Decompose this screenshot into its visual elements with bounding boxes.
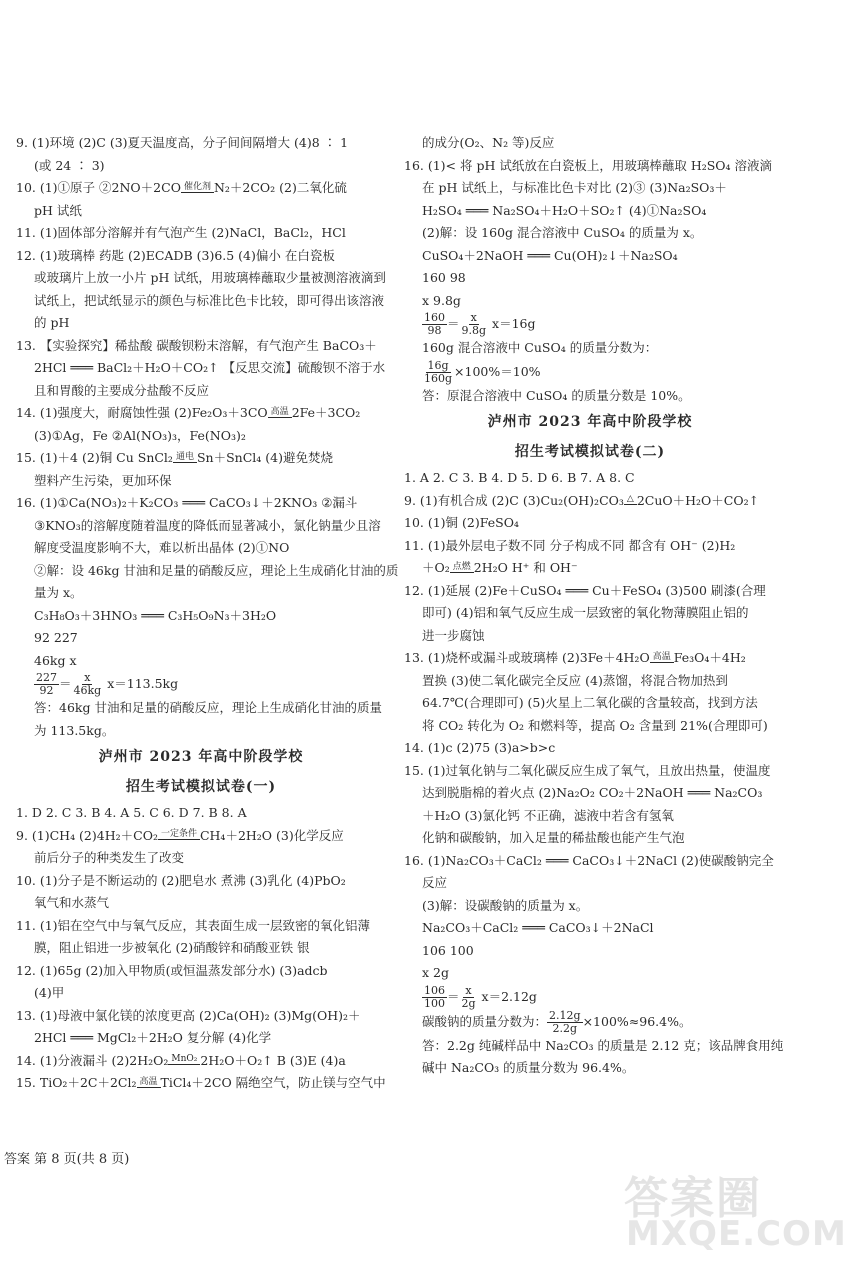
answer-line	[404, 177, 776, 200]
fraction	[460, 312, 489, 337]
answer-line	[404, 737, 776, 760]
left-column	[16, 132, 399, 1095]
answer-line	[16, 515, 386, 538]
line-text: 化钠和碳酸钠，加入足量的稀盐酸也能产生气泡	[422, 830, 685, 845]
answer-line	[16, 870, 386, 893]
line-text: 15. TiO₂＋2C＋2Cl₂	[16, 1075, 137, 1090]
line-text-continued: 2H₂O＋O₂↑ B (3)E (4)a	[200, 1052, 346, 1068]
right-column	[404, 132, 784, 1080]
answer-line	[16, 672, 386, 697]
page-footer: 答案 第 8 页(共 8 页)	[4, 1152, 130, 1167]
answer-line	[16, 425, 386, 448]
line-text: 160 98	[422, 270, 466, 285]
answer-line	[404, 805, 776, 828]
watermark-logo	[612, 1156, 847, 1256]
answer-line	[16, 470, 386, 493]
line-text: (或 24 ∶ 3)	[34, 157, 105, 173]
answer-line	[16, 267, 386, 290]
line-text-continued: 2Fe＋3CO₂	[291, 405, 361, 420]
equation-sign	[650, 662, 674, 666]
answer-line	[16, 605, 386, 628]
line-text: 膜，阻止铝进一步被氧化 (2)硝酸锌和硝酸亚铁 银	[34, 940, 310, 955]
equals-sign: ＝	[447, 316, 460, 331]
condition-label: 高温	[270, 406, 289, 417]
answer-line	[404, 602, 776, 625]
answer-line	[404, 962, 776, 985]
line-text: 答：2.2g 纯碱样品中 Na₂CO₃ 的质量是 2.12 克；该品牌食用纯	[422, 1037, 784, 1053]
answer-line	[16, 892, 386, 915]
answer-line	[404, 580, 776, 603]
answer-line	[16, 290, 386, 313]
answer-line	[16, 357, 386, 380]
line-text-continued: x＝2.12g	[477, 988, 537, 1004]
answer-line	[404, 872, 776, 895]
answer-line	[16, 847, 386, 870]
reaction-condition	[181, 182, 214, 196]
line-text: (2)解：设 160g 混合溶液中 CuSO₄ 的质量为 x。	[422, 225, 703, 240]
line-text: 9. (1)环境 (2)C (3)夏天温度高，分子间间隔增大 (4)8 ∶ 1	[16, 135, 349, 150]
line-text: Na₂CO₃＋CaCl₂ ═══ CaCO₃↓＋2NaCl	[422, 920, 654, 935]
section-title: 招生考试模拟试卷(二)	[514, 444, 666, 460]
line-text: ＋O₂	[422, 560, 450, 575]
fraction-denominator: 92	[39, 684, 54, 697]
answer-line	[404, 850, 776, 873]
answer-line	[16, 915, 386, 938]
condition-label: MnO₂	[171, 1054, 198, 1064]
equation-sign	[168, 1064, 200, 1068]
line-text: 塑料产生污染，更加环保	[34, 472, 172, 488]
line-text: 16. (1)< 将 pH 试纸放在白瓷板上，用玻璃棒蘸取 H₂SO₄ 溶液滴	[404, 157, 773, 173]
reaction-condition	[650, 652, 674, 666]
line-text-continued: N₂＋2CO₂ (2)二氧化硫	[213, 180, 347, 195]
line-text: 2HCl ═══ BaCl₂＋H₂O＋CO₂↑ 【反思交流】硫酸钡不溶于水	[34, 360, 386, 375]
answer-line	[16, 802, 386, 825]
line-text: 即可) (4)铝和氧气反应生成一层致密的氧化物薄膜阻止铝的	[422, 605, 749, 620]
line-text: ②解：设 46kg 甘油和足量的硝酸反应，理论上生成硝化甘油的质	[34, 562, 399, 578]
answer-line	[16, 627, 386, 650]
line-text: 10. (1)分子是不断运动的 (2)肥皂水 煮沸 (3)乳化 (4)PbO₂	[16, 872, 346, 888]
answer-line	[404, 1010, 776, 1035]
answer-line	[404, 647, 776, 670]
line-text: 12. (1)65g (2)加入甲物质(或恒温蒸发部分水) (3)adcb	[16, 962, 328, 978]
line-text: CuSO₄＋2NaOH ═══ Cu(OH)₂↓＋Na₂SO₄	[422, 247, 678, 263]
line-text: 解度受温度影响不大，难以析出晶体 (2)①NO	[34, 540, 290, 555]
answer-line	[404, 782, 776, 805]
equation-sign	[450, 572, 474, 576]
answer-line	[16, 1050, 386, 1073]
section-title: 泸州市 2023 年高中阶段学校	[98, 749, 304, 765]
equation-sign	[158, 839, 200, 843]
line-text: 11. (1)最外层电子数不同 分子构成不同 都含有 OH⁻ (2)H₂	[404, 537, 736, 553]
answer-line	[404, 290, 776, 313]
line-text: 14. (1)强度大，耐腐蚀性强 (2)Fe₂O₃＋3CO	[16, 405, 268, 420]
condition-label: 催化剂	[183, 181, 211, 192]
answer-line	[404, 940, 776, 963]
line-text: 氧气和水蒸气	[34, 895, 110, 910]
answer-line	[16, 245, 386, 268]
reaction-condition	[268, 407, 292, 421]
fraction-denominator: 100	[424, 996, 445, 1010]
fraction-denominator: 98	[427, 324, 442, 337]
line-text: 反应	[422, 875, 448, 890]
answer-line	[404, 360, 776, 385]
line-text: 的成分(O₂、N₂ 等)反应	[422, 135, 555, 150]
reaction-condition	[450, 562, 474, 576]
equation-sign	[624, 504, 637, 508]
answer-line	[404, 337, 776, 360]
line-text: 14. (1)分液漏斗 (2)2H₂O₂	[16, 1052, 169, 1068]
answer-line	[16, 937, 386, 960]
answer-line	[16, 1005, 386, 1028]
line-text: 1. A 2. C 3. B 4. D 5. D 6. B 7. A 8. C	[404, 470, 635, 485]
line-text: 为 113.5kg。	[34, 722, 115, 738]
answer-line	[16, 177, 386, 200]
watermark-text: 答案圈	[624, 1173, 762, 1224]
answer-line	[404, 827, 776, 850]
fraction	[547, 1010, 583, 1035]
answer-line	[16, 697, 386, 720]
fraction	[72, 672, 104, 697]
line-text: C₃H₈O₃＋3HNO₃ ═══ C₃H₅O₉N₃＋3H₂O	[34, 607, 277, 623]
fraction	[460, 985, 478, 1010]
answer-line	[16, 380, 386, 403]
condition-label: 一定条件	[160, 829, 197, 839]
answer-line	[16, 1072, 386, 1095]
fraction	[422, 985, 447, 1010]
line-text: 9. (1)有机合成 (2)C (3)Cu₂(OH)₂CO₃	[404, 492, 624, 508]
answer-line	[16, 312, 386, 335]
answer-line	[404, 490, 776, 513]
answer-line	[404, 385, 776, 408]
fraction	[422, 312, 447, 337]
line-text: 1. D 2. C 3. B 4. A 5. C 6. D 7. B 8. A	[16, 805, 247, 820]
fraction-numerator: 160	[424, 311, 445, 324]
line-text: x 9.8g	[422, 292, 461, 308]
line-text-continued: ×100%＝10%	[454, 363, 541, 379]
line-text: 12. (1)延展 (2)Fe＋CuSO₄ ═══ Cu＋FeSO₄ (3)500 刷漆(合理	[404, 582, 766, 598]
answer-line	[404, 467, 776, 490]
fraction-numerator: 227	[36, 671, 57, 684]
answer-line	[404, 512, 776, 535]
equation-sign	[173, 462, 197, 466]
fraction	[34, 672, 59, 697]
answer-line	[404, 715, 776, 738]
line-text: 量为 x。	[34, 585, 83, 600]
line-text: 13. (1)母液中氯化镁的浓度更高 (2)Ca(OH)₂ (3)Mg(OH)₂＋	[16, 1007, 361, 1023]
line-text: 11. (1)铝在空气中与氧气反应，其表面生成一层致密的氧化铝薄	[16, 917, 371, 933]
line-text: 64.7℃(合理即可) (5)火星上二氧化碳的含量较高，找到方法	[422, 695, 758, 710]
section-title: 招生考试模拟试卷(一)	[125, 779, 277, 795]
fraction-denominator: 9.8g	[461, 324, 487, 337]
line-text: 15. (1)过氧化钠与二氧化碳反应生成了氧气，且放出热量，使温度	[404, 762, 771, 778]
watermark-url: MXQE.COM	[626, 1214, 847, 1254]
line-text-continued: ×100%≈96.4%。	[582, 1013, 692, 1029]
fraction-numerator: 106	[424, 983, 445, 997]
line-text: 2HCl ═══ MgCl₂＋2H₂O 复分解 (4)化学	[34, 1030, 272, 1045]
answer-line	[16, 537, 386, 560]
answer-line	[404, 1035, 784, 1058]
line-text: 160g 混合溶液中 CuSO₄ 的质量分数为：	[422, 340, 658, 355]
answer-line	[404, 760, 776, 783]
line-text-continued: Sn＋SnCl₄ (4)避免焚烧	[196, 450, 333, 465]
answer-line	[404, 1057, 776, 1080]
answer-line	[16, 222, 386, 245]
equation-sign	[268, 417, 292, 421]
line-text-continued: TiCl₄＋2CO 隔绝空气，防止镁与空气中	[160, 1075, 386, 1090]
line-text: 14. (1)c (2)75 (3)a>b>c	[404, 740, 556, 755]
line-text: 且和胃酸的主要成分盐酸不反应	[34, 382, 210, 398]
line-text: 置换 (3)使二氧化碳完全反应 (4)蒸馏，将混合物加热到	[422, 672, 728, 688]
line-text: H₂SO₄ ═══ Na₂SO₄＋H₂O＋SO₂↑ (4)①Na₂SO₄	[422, 202, 707, 218]
line-text: 10. (1)①原子 ②2NO＋2CO	[16, 180, 181, 195]
fraction-numerator: x	[465, 983, 472, 997]
answer-line	[16, 960, 386, 983]
answer-line	[404, 200, 776, 223]
answer-line	[404, 245, 776, 268]
answer-line	[16, 825, 386, 848]
answer-line	[404, 222, 776, 245]
answer-line	[16, 402, 386, 425]
line-text: 碱中 Na₂CO₃ 的质量分数为 96.4%。	[422, 1060, 635, 1075]
answer-line	[16, 335, 386, 358]
line-text: ③KNO₃的溶解度随着温度的降低而显著减小，氯化钠量少且溶	[34, 517, 381, 533]
line-text: 12. (1)玻璃棒 药匙 (2)ECADB (3)6.5 (4)偏小 在白瓷板	[16, 247, 335, 263]
line-text-continued: 2H₂O H⁺ 和 OH⁻	[473, 560, 578, 575]
answer-line	[404, 132, 776, 155]
answer-line	[16, 132, 386, 155]
equals-sign: ＝	[59, 676, 72, 691]
reaction-condition	[624, 494, 637, 508]
equation-sign	[181, 192, 214, 196]
line-text: (3)①Ag，Fe ②Al(NO₃)₃，Fe(NO₃)₂	[34, 427, 246, 443]
fraction-denominator: 2g	[461, 996, 476, 1010]
answer-line	[404, 312, 776, 337]
answer-line	[16, 200, 386, 223]
line-text: 15. (1)＋4 (2)铜 Cu SnCl₂	[16, 450, 173, 465]
reaction-condition	[168, 1054, 200, 1068]
fraction-denominator: 2.2g	[552, 1021, 578, 1035]
line-text-continued: Fe₃O₄＋4H₂	[673, 650, 746, 665]
condition-label: △	[626, 494, 634, 504]
section-title: 泸州市 2023 年高中阶段学校	[487, 414, 693, 430]
line-text: 的 pH	[34, 315, 70, 330]
line-text: 46kg x	[34, 652, 77, 668]
fraction-numerator: 2.12g	[549, 1008, 581, 1022]
condition-label: 高温	[139, 1076, 158, 1087]
condition-label: 点燃	[452, 561, 471, 572]
line-text: 进一步腐蚀	[422, 627, 485, 643]
answer-line	[16, 650, 386, 673]
line-text: 16. (1)①Ca(NO₃)₂＋K₂CO₃ ═══ CaCO₃↓＋2KNO₃ ②漏斗	[16, 495, 358, 510]
line-text-continued: x＝16g	[488, 316, 536, 331]
answer-line	[404, 985, 776, 1010]
answer-line	[16, 1027, 386, 1050]
line-text: pH 试纸	[34, 202, 82, 218]
answer-line	[16, 447, 386, 470]
answer-line	[16, 720, 386, 743]
answer-line	[16, 560, 399, 583]
answer-line	[404, 535, 776, 558]
line-text: 92 227	[34, 630, 78, 645]
answer-line	[16, 155, 386, 178]
answer-line	[16, 492, 386, 515]
line-text: 在 pH 试纸上，与标准比色卡对比 (2)③ (3)Na₂SO₃＋	[422, 180, 727, 195]
line-text: 答：原混合溶液中 CuSO₄ 的质量分数是 10%。	[422, 387, 691, 403]
answer-line	[16, 582, 386, 605]
fraction-denominator: 46kg	[73, 684, 102, 697]
answer-line	[404, 670, 776, 693]
answer-line	[404, 267, 776, 290]
reaction-condition	[137, 1077, 161, 1091]
line-text-continued: x＝113.5kg	[103, 676, 179, 691]
reaction-condition	[158, 829, 200, 843]
line-text: 10. (1)铜 (2)FeSO₄	[404, 515, 519, 530]
answer-line	[404, 155, 776, 178]
condition-label: 高温	[652, 651, 671, 662]
line-text: 答：46kg 甘油和足量的硝酸反应，理论上生成硝化甘油的质量	[34, 700, 382, 715]
line-text: ＋H₂O (3)氯化钙 不正确，滤液中若含有氢氧	[422, 807, 674, 823]
fraction-numerator: x	[84, 671, 91, 684]
answer-line	[404, 625, 776, 648]
line-text: 碳酸钠的质量分数为：	[422, 1013, 548, 1029]
line-text: 16. (1)Na₂CO₃＋CaCl₂ ═══ CaCO₃↓＋2NaCl (2)使碳酸钠完全	[404, 852, 774, 868]
line-text-continued: 2CuO＋H₂O＋CO₂↑	[636, 492, 760, 508]
line-text: (3)解：设碳酸钠的质量为 x。	[422, 897, 589, 913]
fraction-denominator: 160g	[424, 371, 453, 385]
line-text: 达到脱脂棉的着火点 (2)Na₂O₂ CO₂＋2NaOH ═══ Na₂CO₃	[422, 785, 763, 800]
condition-label: 通电	[175, 451, 194, 462]
line-text: 13. (1)烧杯或漏斗或玻璃棒 (2)3Fe＋4H₂O	[404, 650, 650, 665]
fraction-numerator: x	[470, 311, 477, 324]
line-text: 11. (1)固体部分溶解并有气泡产生 (2)NaCl，BaCl₂，HCl	[16, 225, 346, 240]
answer-line	[404, 917, 776, 940]
line-text: 或玻璃片上放一小片 pH 试纸，用玻璃棒蘸取少量被测溶液滴到	[34, 270, 386, 285]
fraction	[422, 360, 454, 385]
line-text: 将 CO₂ 转化为 O₂ 和燃料等，提高 O₂ 含量到 21%(合理即可)	[422, 717, 768, 733]
line-text-continued: CH₄＋2H₂O (3)化学反应	[199, 827, 344, 843]
answer-line	[404, 692, 776, 715]
line-text: (4)甲	[34, 985, 65, 1000]
line-text: 9. (1)CH₄ (2)4H₂＋CO₂	[16, 827, 158, 843]
line-text: 前后分子的种类发生了改变	[34, 850, 185, 865]
equation-sign	[137, 1087, 161, 1091]
equals-sign: ＝	[447, 988, 460, 1004]
fraction-numerator: 16g	[427, 358, 449, 372]
line-text: 13. 【实验探究】稀盐酸 碳酸钡粉末溶解，有气泡产生 BaCO₃＋	[16, 337, 377, 353]
answer-line	[404, 895, 776, 918]
line-text: 106 100	[422, 942, 474, 958]
answer-line	[404, 557, 776, 580]
answer-line	[16, 982, 386, 1005]
line-text: 试纸上，把试纸显示的颜色与标准比色卡比较，即可得出该溶液	[34, 292, 385, 308]
reaction-condition	[173, 452, 197, 466]
line-text: x 2g	[422, 965, 449, 980]
